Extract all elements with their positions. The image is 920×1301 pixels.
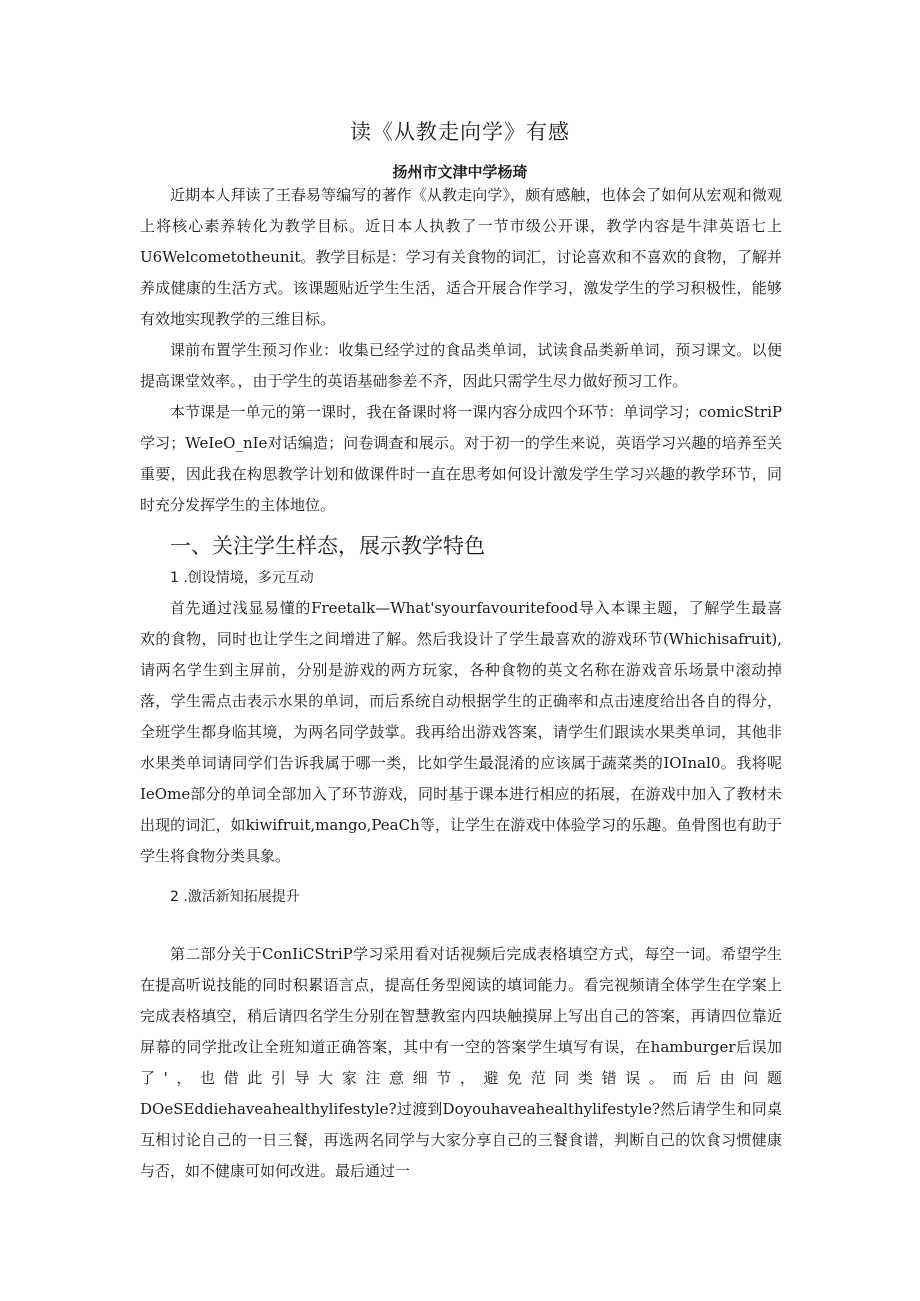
document-title: 读《从教走向学》有感 [350, 120, 570, 144]
subsection-paragraph: 第二部分关于ConIiCStriP学习采用看对话视频后完成表格填空方式，每空一词。希望学生在提高听说技能的同时积累语言点，提高任务型阅读的填词能力。看完视频请全体学生在学案上完成表格填空，稍后请四名学生分别在智慧教室内四块触摸屏上写出自己的答案，再请四位靠近屏幕的同学批改让全班知道正确答案，其中有一空的答案学生填写有误，在hamburger后误加了'，也借此引导大家注意细节，避免范同类错误。而后由问题DOeSEddiehaveahealthylifestyle?过渡到Doyouhaveahealthylifestyle?然后请学生和同桌互相讨论自己的一日三餐，再选两名同学与大家分享自己的三餐食谱，判断自己的饮食习惯健康与否，如不健康可如何改进。最后通过一 [140, 945, 782, 1180]
section-heading: 一、关注学生样态，展示教学特色 [170, 534, 485, 558]
document-author: 扬州市文津中学杨琦 [392, 163, 528, 181]
subsection-heading: 2 .激活新知拓展提升 [170, 889, 300, 905]
lesson-structure-paragraph: 本节课是一单元的第一课时，我在备课时将一课内容分成四个环节：单词学习；comicStriP学习；WeIeO_nIe对话编造；问卷调查和展示。对于初一的学生来说，英语学习兴趣的培养至关重要，因此我在构思教学计划和做课件时一直在思考如何设计激发学生学习兴趣的教学环节，同时充分发挥学生的主体地位。 [140, 403, 782, 514]
subsection-paragraph: 首先通过浅显易懂的Freetalk—What'syourfavouritefood导入本课主题，了解学生最喜欢的食物，同时也让学生之间增进了解。然后我设计了学生最喜欢的游戏环节(Whichisafruit),请两名学生到主屏前，分别是游戏的两方玩家，各种食物的英文名称在游戏音乐场景中滚动掉落，学生需点击表示水果的单词，而后系统自动根据学生的正确率和点击速度给出各自的得分，全班学生都身临其境，为两名同学鼓掌。我再给出游戏答案，请学生们跟读水果类单词，其他非水果类单词请同学们告诉我属于哪一类，比如学生最混淆的应该属于蔬菜类的IOInal0。我将呢IeOme部分的单词全部加入了环节游戏，同时基于课本进行相应的拓展，在游戏中加入了教材未出现的词汇，如kiwifruit,mango,PeaCh等，让学生在游戏中体验学习的乐趣。鱼骨图也有助于学生将食物分类具象。 [140, 599, 782, 865]
intro-paragraph: 近期本人拜读了王春易等编写的著作《从教走向学》，颇有感触，也体会了如何从宏观和微观上将核心素养转化为教学目标。近日本人执教了一节市级公开课，教学内容是牛津英语七上U6Welcometotheunit。教学目标是：学习有关食物的词汇，讨论喜欢和不喜欢的食物，了解并养成健康的生活方式。该课题贴近学生生活，适合开展合作学习，激发学生的学习积极性，能够有效地实现教学的三维目标。 [140, 186, 782, 328]
subsection-heading: 1 .创设情境，多元互动 [170, 570, 314, 586]
preview-paragraph: 课前布置学生预习作业：收集已经学过的食品类单词，试读食品类新单词，预习课文。以便提高课堂效率。，由于学生的英语基础参差不齐，因此只需学生尽力做好预习工作。 [140, 341, 782, 390]
